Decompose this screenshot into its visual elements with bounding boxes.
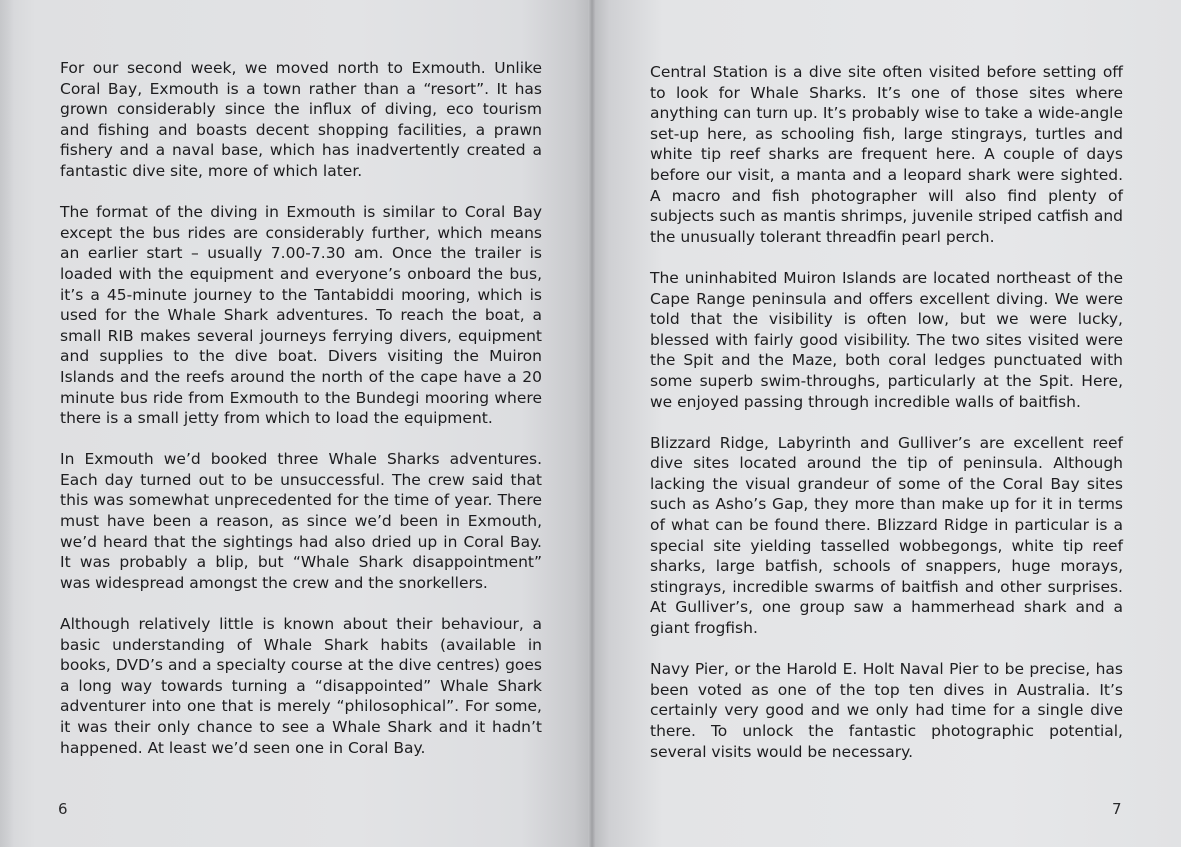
left-page-body <box>60 58 542 779</box>
paragraph: Although relatively little is known about their behaviour, a basic understanding of Whale Shark habits (available in books, DVD’s and a specialty course at the dive centres) goes a long way towards turning a “disappointed” Whale Shark adventurer into one that is merely “philosophical”. For some, it was their only chance to see a Whale Shark and it hadn’t happened. At least we’d seen one in Coral Bay. <box>60 615 542 757</box>
right-page-body <box>650 62 1123 783</box>
page-number: 7 <box>1112 800 1122 818</box>
page-number: 6 <box>58 800 68 818</box>
book-gutter <box>588 0 596 847</box>
page-edge-shadow <box>0 0 14 847</box>
paragraph: The format of the diving in Exmouth is similar to Coral Bay except the bus rides are considerably further, which means an earlier start – usually 7.00-7.30 am. Once the trailer is loaded with the equipment and everyone’s onboard the bus, it’s a 45-minute journey to the Tantabiddi mooring, which is used for the Whale Shark adventures. To reach the boat, a small RIB makes several journeys ferrying divers, equipment and supplies to the dive boat. Divers visiting the Muiron Islands and the reefs around the north of the cape have a 20 minute bus ride from Exmouth to the Bundegi mooring where there is a small jetty from which to load the equipment. <box>60 203 542 428</box>
paragraph: Blizzard Ridge, Labyrinth and Gulliver’s are excellent reef dive sites located around the tip of peninsula. Although lacking the visual grandeur of some of the Coral Bay sites such as Asho’s Gap, they more than make up for it in terms of what can be found there. Blizzard Ridge in particular is a special site yielding tasselled wobbegongs, white tip reef sharks, large batfish, schools of snappers, huge morays, stingrays, incredible swarms of baitfish and other surprises. At Gulliver’s, one group saw a hammerhead shark and a giant frogfish. <box>650 433 1123 638</box>
paragraph: For our second week, we moved north to Exmouth. Unlike Coral Bay, Exmouth is a town rather than a “resort”. It has grown considerably since the influx of diving, eco tourism and fishing and boasts decent shopping facilities, a prawn fishery and a naval base, which has inadvertently created a fantastic dive site, more of which later. <box>60 59 542 180</box>
paragraph: The uninhabited Muiron Islands are located northeast of the Cape Range peninsula and offers excellent diving. We were told that the visibility is often low, but we were lucky, blessed with fairly good visibility. The two sites visited were the Spit and the Maze, both coral ledges punctuated with some superb swim-throughs, particularly at the Spit. Here, we enjoyed passing through incredible walls of baitfish. <box>650 268 1123 411</box>
paragraph: Navy Pier, or the Harold E. Holt Naval Pier to be precise, has been voted as one of the top ten dives in Australia. It’s certainly very good and we only had time for a single dive there. To unlock the fantastic photographic potential, several visits would be necessary. <box>650 660 1123 761</box>
right-page <box>592 0 1181 847</box>
paragraph: In Exmouth we’d booked three Whale Sharks adventures. Each day turned out to be unsuccessful. The crew said that this was somewhat unprecedented for the time of year. There must have been a reason, as since we’d been in Exmouth, we’d heard that the sightings had also dried up in Coral Bay. It was probably a blip, but “Whale Shark disappointment” was widespread amongst the crew and the snorkellers. <box>60 450 542 592</box>
paragraph: Central Station is a dive site often visited before setting off to look for Whale Sharks. It’s one of those sites where anything can turn up. It’s probably wise to take a wide-angle set-up here, as schooling fish, large stingrays, turtles and white tip reef sharks are frequent here. A couple of days before our visit, a manta and a leopard shark were sighted. A macro and fish photographer will also find plenty of subjects such as mantis shrimps, juvenile striped catfish and the unusually tolerant threadfin pearl perch. <box>650 63 1123 246</box>
